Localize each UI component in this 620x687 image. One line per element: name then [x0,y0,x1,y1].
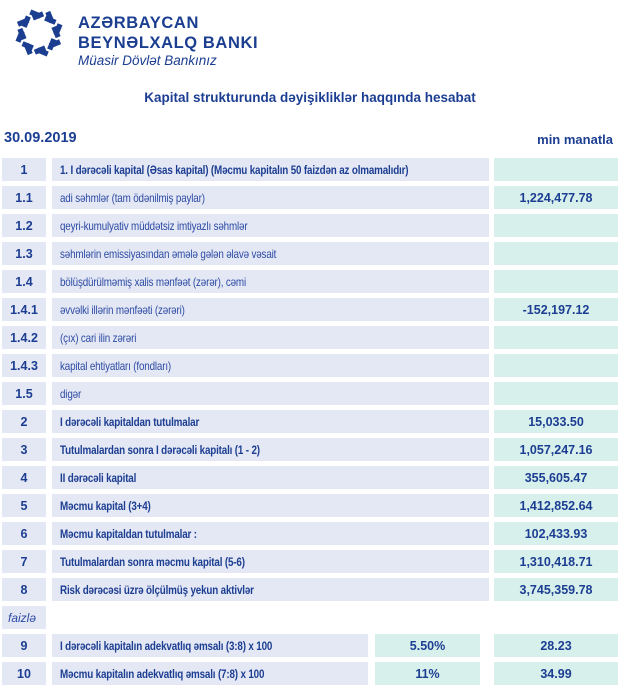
row-label-text: Məcmu kapitaldan tutulmalar : [60,526,197,541]
table-row [0,214,620,237]
row-number: 1.3 [2,242,46,265]
bank-tagline: Müasir Dövlət Bankınız [78,53,217,68]
row-label [52,578,489,601]
row-label [52,214,489,237]
row-value: 15,033.50 [494,410,618,433]
row-number: 1.4.1 [2,298,46,321]
table-row [0,354,620,377]
row-label-text: əvvəlki illərin mənfəəti (zərəri) [60,302,185,317]
row-value [494,354,618,377]
row-label [52,354,489,377]
row-number: 4 [2,466,46,489]
row-label [52,270,489,293]
row-number: 8 [2,578,46,601]
table-row [0,438,620,461]
row-label-text: I dərəcəli kapitaldan tutulmalar [60,414,200,429]
table-row [0,578,620,601]
row-number: 1.4.3 [2,354,46,377]
row-label-text: Tutulmalardan sonra məcmu kapital (5-6) [60,554,245,569]
row-percent-value: 5.50% [375,634,480,657]
row-label-text: 1. I dərəcəli kapital (Əsas kapital) (Məcmu kapitalın 50 faizdən az olmamalıdır) [60,162,409,177]
table-row [0,270,620,293]
bank-name-line2: BEYNƏLXALQ BANKI [78,33,259,52]
row-number: 1.4.2 [2,326,46,349]
row-label-text: bölüşdürülməmiş xalis mənfəət (zərər), cəmi [60,274,246,289]
table-row [0,158,620,181]
report-title: Kapital strukturunda dəyişikliklər haqqında hesabat [144,90,476,105]
row-value [494,158,618,181]
table-row [0,522,620,545]
row-label-text: Tutulmalardan sonra I dərəcəli kapitalı (1 - 2) [60,442,260,457]
table-row [0,494,620,517]
table-section-row [0,606,620,629]
row-value: -152,197.12 [494,298,618,321]
row-label-text: kapital ehtiyatları (fondları) [60,358,172,373]
row-label [52,634,368,657]
report-date: 30.09.2019 [4,130,77,146]
table-row [0,242,620,265]
table-row [0,634,620,657]
bank-knot-logo-icon [8,2,70,64]
row-number: 1 [2,158,46,181]
row-value [494,214,618,237]
row-value: 34.99 [494,662,618,685]
row-label [52,438,489,461]
row-label [52,158,489,181]
row-label [52,662,368,685]
bank-name [78,14,258,54]
unit-label: min manatla [537,132,613,147]
row-number: 1.1 [2,186,46,209]
row-label-text: adi səhmlər (tam ödənilmiş paylar) [60,190,205,205]
row-label-text: Məcmu kapitalın adekvatlıq əmsalı (7:8) x 100 [60,666,265,681]
row-value: 3,745,359.78 [494,578,618,601]
row-value [494,382,618,405]
row-value: 1,224,477.78 [494,186,618,209]
row-label [52,522,489,545]
row-value [494,326,618,349]
row-value: 102,433.93 [494,522,618,545]
row-label-text: Məcmu kapital (3+4) [60,498,151,513]
table-row [0,298,620,321]
row-label [52,466,489,489]
row-label [52,410,489,433]
table-row [0,662,620,685]
row-value: 28.23 [494,634,618,657]
section-label: faizlə [2,606,46,629]
table-row [0,466,620,489]
row-label-text: digər [60,386,82,401]
row-value: 355,605.47 [494,466,618,489]
row-number: 6 [2,522,46,545]
row-value [494,270,618,293]
row-label-text: II dərəcəli kapital [60,470,137,485]
row-number: 9 [2,634,46,657]
row-value [494,242,618,265]
row-number: 1.2 [2,214,46,237]
table-row [0,410,620,433]
row-label [52,326,489,349]
row-value: 1,057,247.16 [494,438,618,461]
row-label [52,298,489,321]
row-label-text: Risk dərəcəsi üzrə ölçülmüş yekun aktivlər [60,582,254,597]
capital-table [0,158,620,687]
row-label-text: səhmlərin emissiyasından əmələ gələn əlavə vəsait [60,246,277,261]
bank-name-line1: AZƏRBAYCAN [78,14,199,32]
row-number: 10 [2,662,46,685]
row-number: 1.5 [2,382,46,405]
table-row [0,550,620,573]
table-row [0,326,620,349]
row-number: 2 [2,410,46,433]
row-label [52,382,489,405]
row-label-text: (çıx) cari ilin zərəri [60,330,137,345]
row-label-text: I dərəcəli kapitalın adekvatlıq əmsalı (3:8) x 100 [60,638,273,653]
row-number: 1.4 [2,270,46,293]
row-number: 5 [2,494,46,517]
row-value: 1,412,852.64 [494,494,618,517]
table-row [0,382,620,405]
row-number: 7 [2,550,46,573]
row-percent-value: 11% [375,662,480,685]
row-label [52,186,489,209]
row-label-text: qeyri-kumulyativ müddətsiz imtiyazlı səhmlər [60,218,248,233]
row-label [52,550,489,573]
row-label [52,494,489,517]
row-number: 3 [2,438,46,461]
row-value: 1,310,418.71 [494,550,618,573]
row-label [52,242,489,265]
table-row [0,186,620,209]
